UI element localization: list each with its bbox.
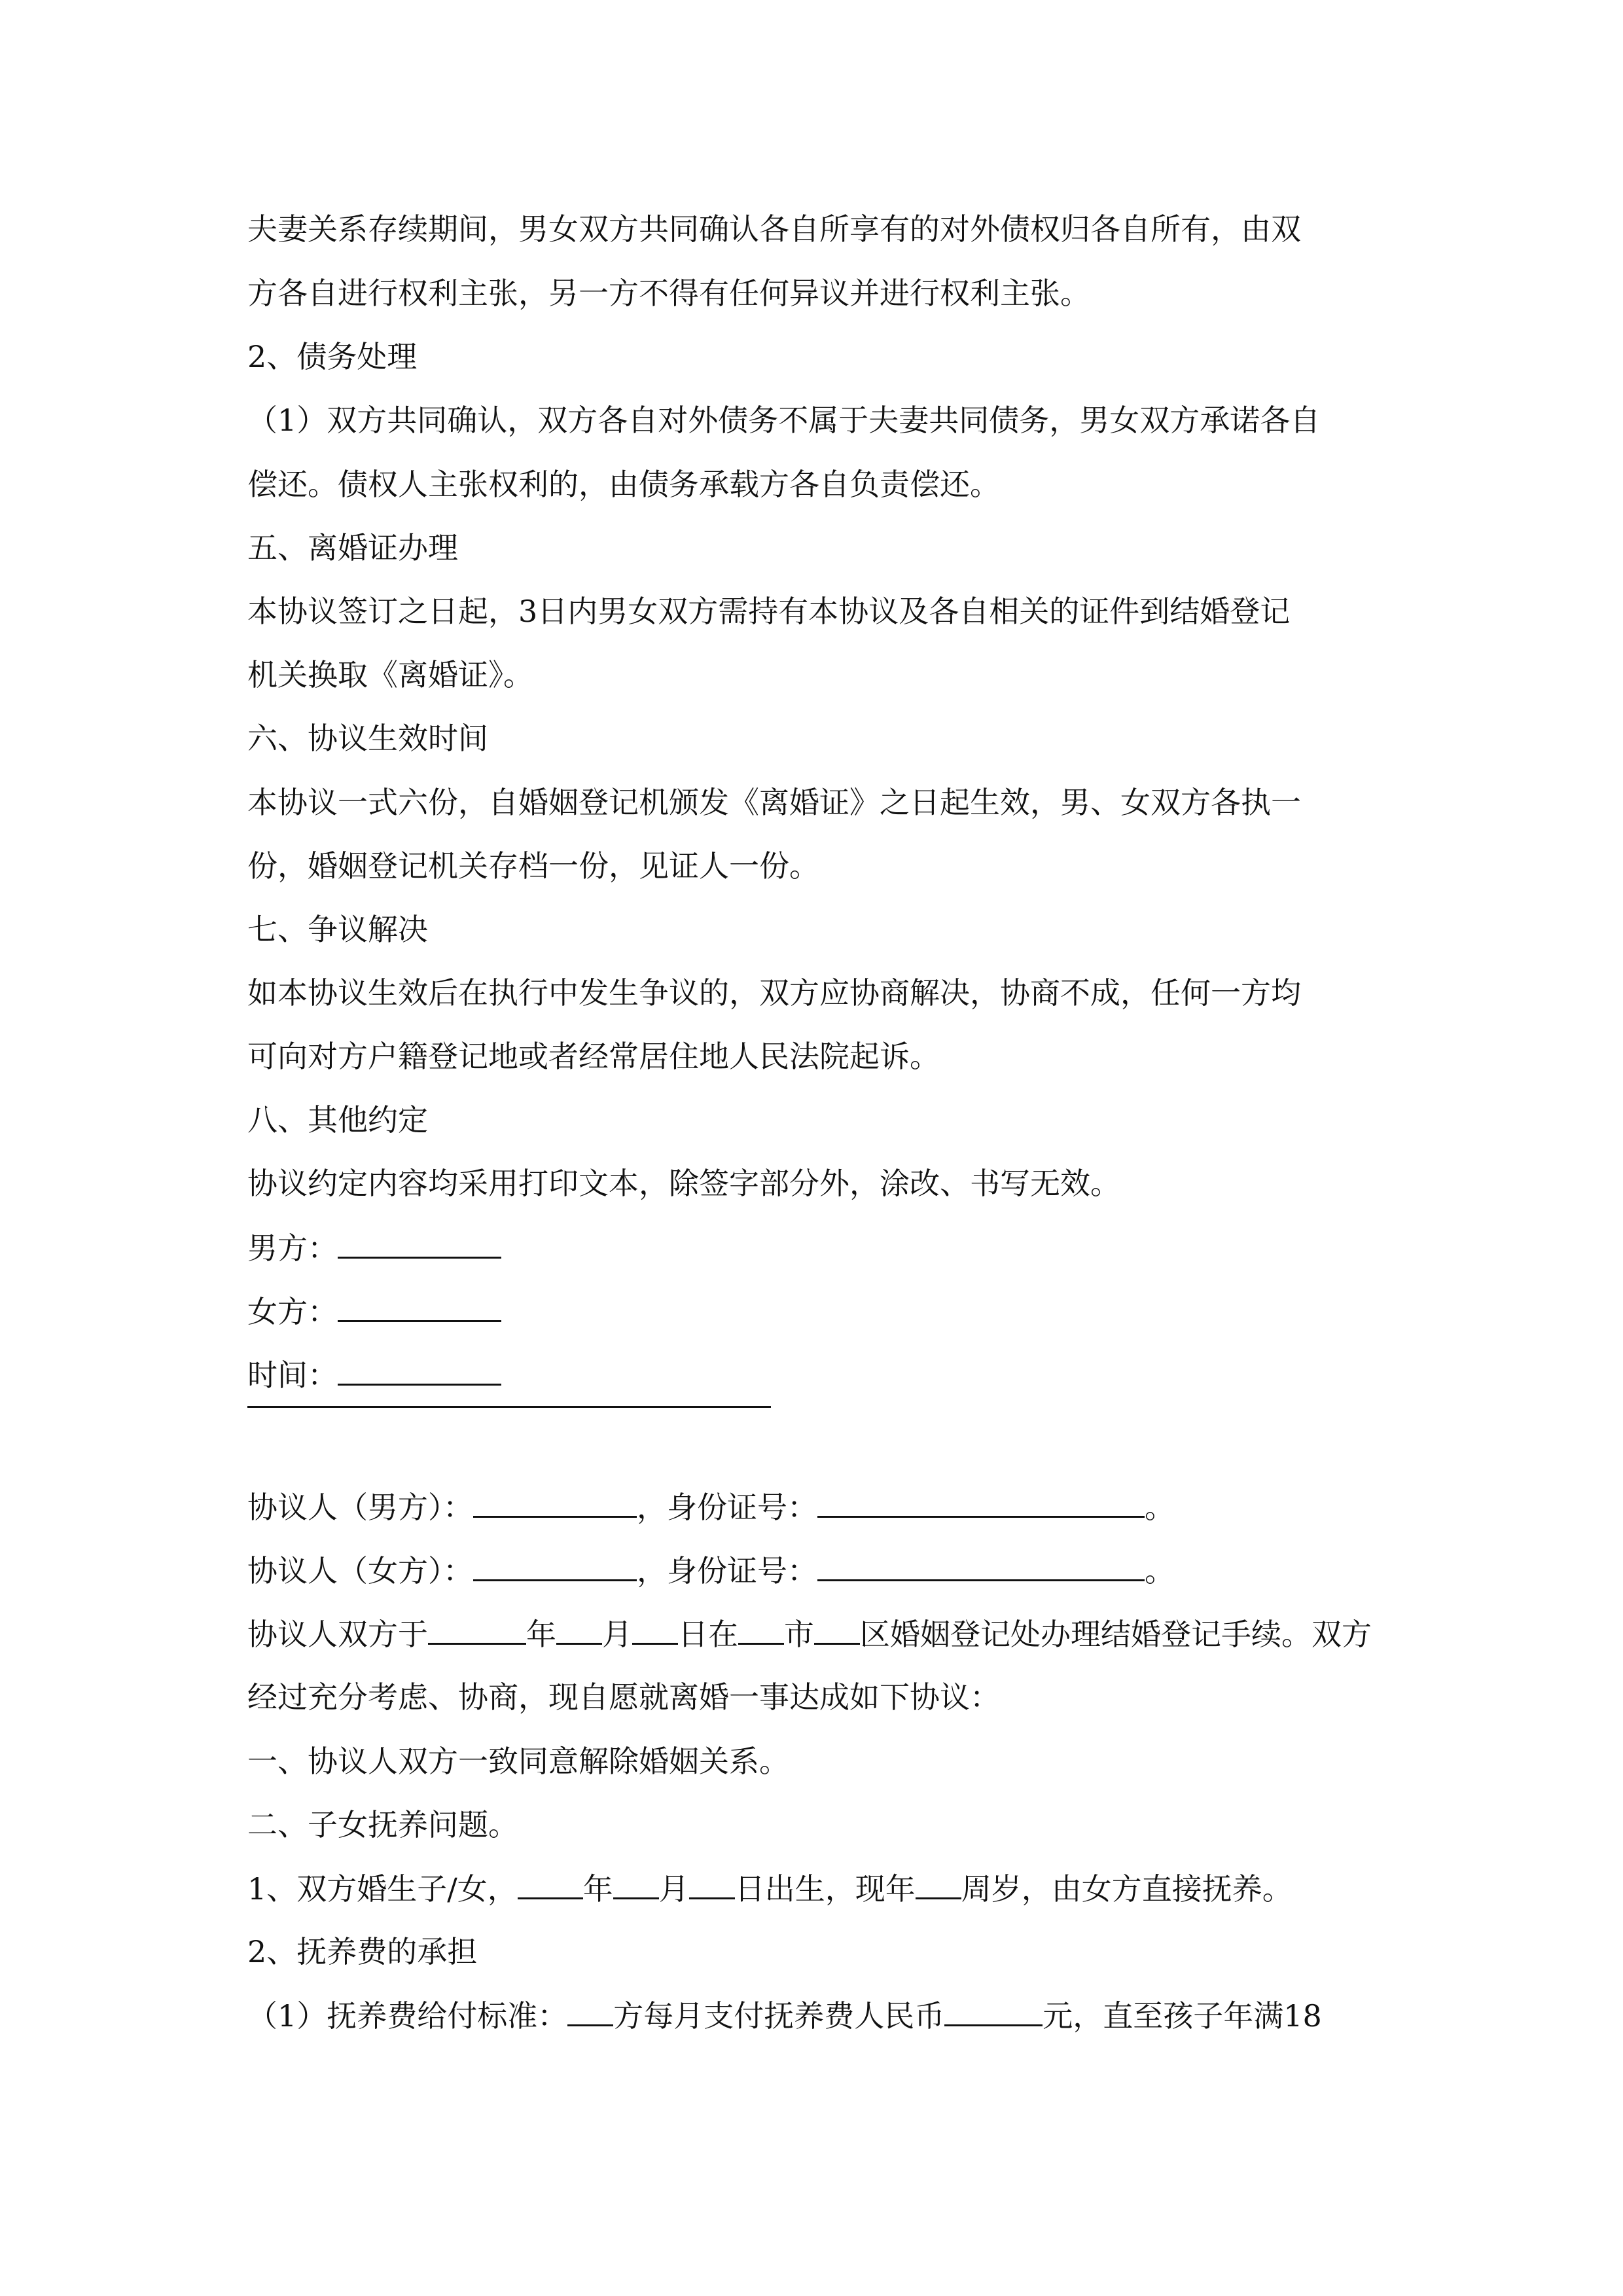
amount-blank[interactable] — [944, 1996, 1043, 2026]
city-blank[interactable] — [738, 1614, 784, 1645]
paragraph-line: 可向对方户籍登记地或者经常居住地人民法院起诉。 — [247, 1039, 940, 1074]
paragraph-line: 协议约定内容均采用打印文本，除签字部分外，涂改、书写无效。 — [247, 1166, 1120, 1201]
payer-blank[interactable] — [567, 1996, 613, 2026]
signature-time-label: 时间： — [247, 1357, 338, 1393]
section-heading: 一、协议人双方一致同意解除婚姻关系。 — [247, 1744, 789, 1779]
paragraph-line: 方各自进行权利主张，另一方不得有任何异议并进行权利主张。 — [247, 276, 1090, 311]
registration-text: 年 — [526, 1617, 556, 1652]
support-text: （1）抚养费给付标准： — [247, 1998, 568, 2034]
paragraph-line: 本协议一式六份，自婚姻登记机颁发《离婚证》之日起生效，男、女双方各执一 — [247, 785, 1301, 820]
registration-text: 市 — [784, 1617, 814, 1652]
support-text: 方每月支付抚养费人民币 — [613, 1998, 945, 2034]
id-label: ，身份证号： — [637, 1553, 817, 1588]
signature-time-blank[interactable] — [338, 1355, 501, 1386]
district-blank[interactable] — [814, 1614, 860, 1645]
section-heading: 二、子女抚养问题。 — [247, 1807, 518, 1842]
child-text: 月 — [658, 1871, 689, 1907]
party-female-id-blank[interactable] — [817, 1551, 1145, 1581]
month-blank[interactable] — [556, 1614, 602, 1645]
section-divider — [247, 1406, 771, 1408]
section-heading: 八、其他约定 — [247, 1102, 428, 1138]
paragraph-line: （1）双方共同确认，双方各自对外债务不属于夫妻共同债务，男女双方承诺各自 — [247, 403, 1321, 438]
support-line — [247, 1996, 1322, 2035]
support-text: 元，直至孩子年满18 — [1043, 1998, 1322, 2034]
party-male-line — [247, 1487, 1175, 1526]
birth-year-blank[interactable] — [518, 1869, 583, 1899]
line-end: 。 — [1145, 1490, 1175, 1525]
section-heading: 五、离婚证办理 — [247, 530, 458, 565]
signature-time-line — [247, 1355, 501, 1394]
day-blank[interactable] — [632, 1614, 678, 1645]
child-text: 日出生，现年 — [734, 1871, 916, 1907]
birth-month-blank[interactable] — [613, 1869, 659, 1899]
child-line — [247, 1869, 1293, 1908]
signature-male-blank[interactable] — [338, 1228, 501, 1259]
registration-text: 协议人双方于 — [247, 1617, 428, 1652]
section-heading: 七、争议解决 — [247, 912, 428, 947]
party-male-id-blank[interactable] — [817, 1487, 1145, 1518]
party-male-name-blank[interactable] — [473, 1487, 637, 1518]
child-text: 1、双方婚生子/女， — [247, 1871, 518, 1907]
section-heading: 2、债务处理 — [247, 339, 418, 374]
child-text: 年 — [582, 1871, 613, 1907]
registration-text: 日在 — [678, 1617, 738, 1652]
registration-line — [247, 1614, 1372, 1653]
paragraph-line: 偿还。债权人主张权利的，由债务承载方各自负责偿还。 — [247, 467, 1000, 502]
birth-day-blank[interactable] — [689, 1869, 735, 1899]
signature-female-blank[interactable] — [338, 1291, 501, 1322]
age-blank[interactable] — [916, 1869, 961, 1899]
year-blank[interactable] — [428, 1614, 526, 1645]
signature-male-label: 男方： — [247, 1230, 338, 1266]
party-female-label: 协议人（女方）： — [247, 1553, 473, 1588]
party-female-name-blank[interactable] — [473, 1551, 637, 1581]
paragraph-line: 如本协议生效后在执行中发生争议的，双方应协商解决，协商不成，任何一方均 — [247, 975, 1301, 1011]
party-male-label: 协议人（男方）： — [247, 1490, 473, 1525]
paragraph-line: 经过充分考虑、协商，现自愿就离婚一事达成如下协议： — [247, 1679, 1000, 1715]
registration-text: 月 — [602, 1617, 632, 1652]
party-female-line — [247, 1551, 1175, 1590]
registration-text: 区婚姻登记处办理结婚登记手续。双方 — [860, 1617, 1372, 1652]
section-heading: 六、协议生效时间 — [247, 721, 488, 756]
signature-female-label: 女方： — [247, 1294, 338, 1329]
paragraph-line: 夫妻关系存续期间，男女双方共同确认各自所享有的对外债权归各自所有，由双 — [247, 211, 1301, 247]
paragraph-line: 本协议签订之日起，3日内男女双方需持有本协议及各自相关的证件到结婚登记 — [247, 594, 1291, 629]
child-text: 周岁，由女方直接抚养。 — [961, 1871, 1293, 1907]
signature-male-line — [247, 1228, 501, 1267]
section-heading: 2、抚养费的承担 — [247, 1934, 478, 1969]
paragraph-line: 机关换取《离婚证》。 — [247, 657, 533, 692]
signature-female-line — [247, 1291, 501, 1331]
id-label: ，身份证号： — [637, 1490, 817, 1525]
paragraph-line: 份，婚姻登记机关存档一份，见证人一份。 — [247, 848, 819, 884]
line-end: 。 — [1145, 1553, 1175, 1588]
